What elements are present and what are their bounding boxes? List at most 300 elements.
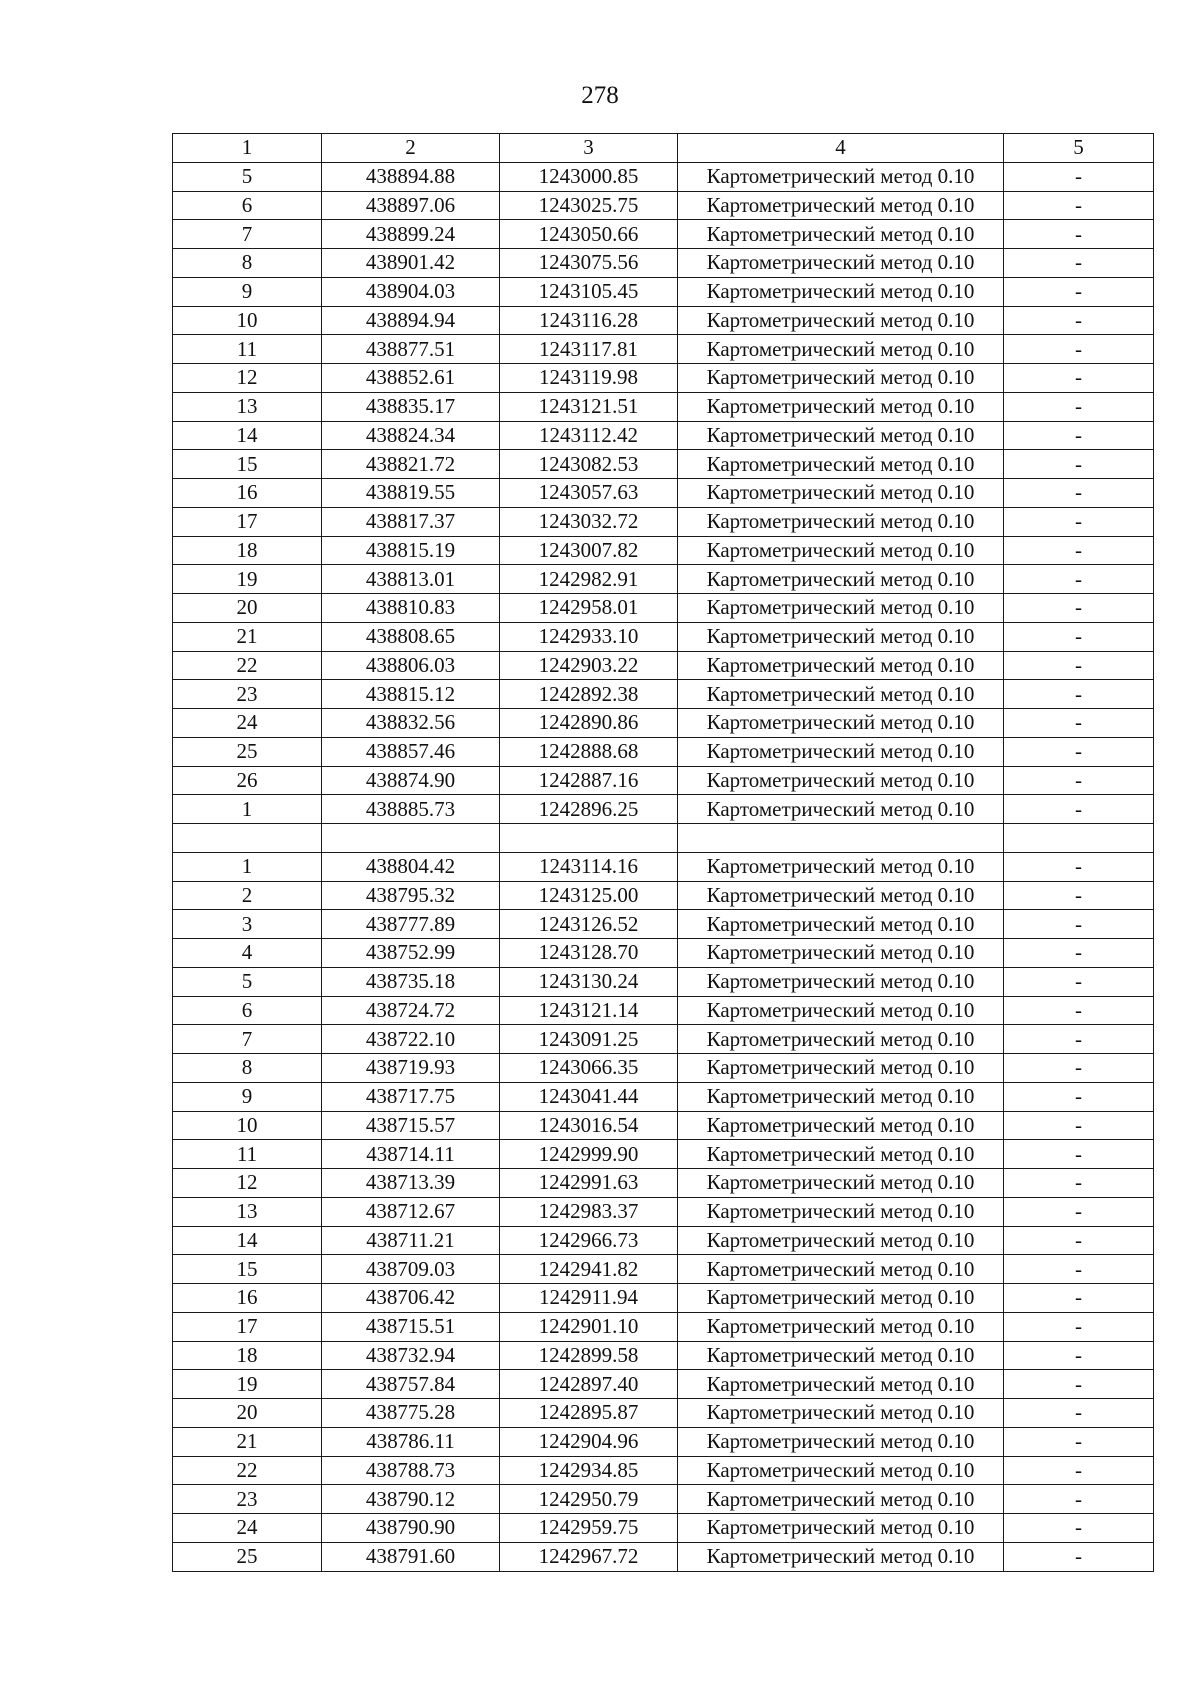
y-coordinate-cell: 1243041.44 (500, 1082, 678, 1111)
blank-cell (1004, 824, 1154, 853)
point-number-cell: 25 (173, 737, 322, 766)
point-number-cell: 8 (173, 1054, 322, 1083)
x-coordinate-cell: 438819.55 (322, 479, 500, 508)
x-coordinate-cell: 438894.88 (322, 162, 500, 191)
y-coordinate-cell: 1242967.72 (500, 1542, 678, 1571)
point-number-cell: 24 (173, 1514, 322, 1543)
method-cell: Картометрический метод 0.10 (678, 1169, 1004, 1198)
method-cell: Картометрический метод 0.10 (678, 996, 1004, 1025)
point-number-cell: 12 (173, 364, 322, 393)
method-cell: Картометрический метод 0.10 (678, 651, 1004, 680)
y-coordinate-cell: 1243091.25 (500, 1025, 678, 1054)
table-row (173, 507, 1154, 536)
table-row (173, 1312, 1154, 1341)
note-cell: - (1004, 1197, 1154, 1226)
y-coordinate-cell: 1243119.98 (500, 364, 678, 393)
x-coordinate-cell: 438874.90 (322, 766, 500, 795)
method-cell: Картометрический метод 0.10 (678, 881, 1004, 910)
y-coordinate-cell: 1242892.38 (500, 680, 678, 709)
table-row (173, 881, 1154, 910)
method-cell: Картометрический метод 0.10 (678, 335, 1004, 364)
x-coordinate-cell: 438719.93 (322, 1054, 500, 1083)
method-cell: Картометрический метод 0.10 (678, 795, 1004, 824)
note-cell: - (1004, 1169, 1154, 1198)
x-coordinate-cell: 438899.24 (322, 220, 500, 249)
method-cell: Картометрический метод 0.10 (678, 1226, 1004, 1255)
x-coordinate-cell: 438808.65 (322, 622, 500, 651)
method-cell: Картометрический метод 0.10 (678, 766, 1004, 795)
method-cell: Картометрический метод 0.10 (678, 507, 1004, 536)
y-coordinate-cell: 1243007.82 (500, 536, 678, 565)
y-coordinate-cell: 1243117.81 (500, 335, 678, 364)
y-coordinate-cell: 1243025.75 (500, 191, 678, 220)
point-number-cell: 7 (173, 1025, 322, 1054)
x-coordinate-cell: 438894.94 (322, 306, 500, 335)
y-coordinate-cell: 1243082.53 (500, 450, 678, 479)
method-cell: Картометрический метод 0.10 (678, 1456, 1004, 1485)
x-coordinate-cell: 438815.19 (322, 536, 500, 565)
y-coordinate-cell: 1243126.52 (500, 910, 678, 939)
method-cell: Картометрический метод 0.10 (678, 967, 1004, 996)
y-coordinate-cell: 1242897.40 (500, 1370, 678, 1399)
x-coordinate-cell: 438722.10 (322, 1025, 500, 1054)
method-cell: Картометрический метод 0.10 (678, 1399, 1004, 1428)
table-row (173, 1054, 1154, 1083)
point-number-cell: 8 (173, 249, 322, 278)
point-number-cell: 9 (173, 1082, 322, 1111)
y-coordinate-cell: 1242958.01 (500, 594, 678, 623)
note-cell: - (1004, 680, 1154, 709)
note-cell: - (1004, 1456, 1154, 1485)
table-row (173, 162, 1154, 191)
x-coordinate-cell: 438790.12 (322, 1485, 500, 1514)
method-cell: Картометрический метод 0.10 (678, 220, 1004, 249)
note-cell: - (1004, 651, 1154, 680)
x-coordinate-cell: 438804.42 (322, 852, 500, 881)
table-row (173, 364, 1154, 393)
x-coordinate-cell: 438713.39 (322, 1169, 500, 1198)
point-number-cell: 10 (173, 306, 322, 335)
point-number-cell: 1 (173, 852, 322, 881)
y-coordinate-cell: 1243112.42 (500, 421, 678, 450)
method-cell: Картометрический метод 0.10 (678, 565, 1004, 594)
note-cell: - (1004, 277, 1154, 306)
y-coordinate-cell: 1242896.25 (500, 795, 678, 824)
method-cell: Картометрический метод 0.10 (678, 1312, 1004, 1341)
y-coordinate-cell: 1242904.96 (500, 1427, 678, 1456)
x-coordinate-cell: 438709.03 (322, 1255, 500, 1284)
table-row (173, 852, 1154, 881)
y-coordinate-cell: 1243057.63 (500, 479, 678, 508)
point-number-cell: 2 (173, 881, 322, 910)
note-cell: - (1004, 1111, 1154, 1140)
method-cell: Картометрический метод 0.10 (678, 249, 1004, 278)
table-row (173, 1399, 1154, 1428)
method-cell: Картометрический метод 0.10 (678, 1140, 1004, 1169)
y-coordinate-cell: 1243116.28 (500, 306, 678, 335)
note-cell: - (1004, 1341, 1154, 1370)
table-header-row (173, 134, 1154, 163)
x-coordinate-cell: 438752.99 (322, 939, 500, 968)
x-coordinate-cell: 438817.37 (322, 507, 500, 536)
x-coordinate-cell: 438786.11 (322, 1427, 500, 1456)
x-coordinate-cell: 438901.42 (322, 249, 500, 278)
page-number: 278 (581, 82, 619, 109)
table-row (173, 737, 1154, 766)
blank-cell (678, 824, 1004, 853)
point-number-cell: 25 (173, 1542, 322, 1571)
method-cell: Картометрический метод 0.10 (678, 191, 1004, 220)
header-cell-1: 1 (173, 134, 322, 163)
point-number-cell: 4 (173, 939, 322, 968)
point-number-cell: 20 (173, 594, 322, 623)
note-cell: - (1004, 565, 1154, 594)
x-coordinate-cell: 438715.51 (322, 1312, 500, 1341)
note-cell: - (1004, 622, 1154, 651)
table-row (173, 1226, 1154, 1255)
y-coordinate-cell: 1242895.87 (500, 1399, 678, 1428)
point-number-cell: 13 (173, 1197, 322, 1226)
y-coordinate-cell: 1243121.51 (500, 392, 678, 421)
y-coordinate-cell: 1242899.58 (500, 1341, 678, 1370)
note-cell: - (1004, 1399, 1154, 1428)
y-coordinate-cell: 1243128.70 (500, 939, 678, 968)
method-cell: Картометрический метод 0.10 (678, 622, 1004, 651)
x-coordinate-cell: 438832.56 (322, 709, 500, 738)
blank-cell (500, 824, 678, 853)
method-cell: Картометрический метод 0.10 (678, 1485, 1004, 1514)
x-coordinate-cell: 438877.51 (322, 335, 500, 364)
table-row (173, 1542, 1154, 1571)
note-cell: - (1004, 191, 1154, 220)
method-cell: Картометрический метод 0.10 (678, 450, 1004, 479)
table-row (173, 1485, 1154, 1514)
x-coordinate-cell: 438857.46 (322, 737, 500, 766)
header-cell-3: 3 (500, 134, 678, 163)
y-coordinate-cell: 1243125.00 (500, 881, 678, 910)
note-cell: - (1004, 1312, 1154, 1341)
x-coordinate-cell: 438706.42 (322, 1284, 500, 1313)
table-row (173, 910, 1154, 939)
table-row (173, 1427, 1154, 1456)
table-row (173, 1255, 1154, 1284)
note-cell: - (1004, 1542, 1154, 1571)
note-cell: - (1004, 1284, 1154, 1313)
table-row (173, 306, 1154, 335)
note-cell: - (1004, 507, 1154, 536)
x-coordinate-cell: 438852.61 (322, 364, 500, 393)
x-coordinate-cell: 438712.67 (322, 1197, 500, 1226)
note-cell: - (1004, 1140, 1154, 1169)
blank-separator-row (173, 824, 1154, 853)
x-coordinate-cell: 438757.84 (322, 1370, 500, 1399)
note-cell: - (1004, 392, 1154, 421)
method-cell: Картометрический метод 0.10 (678, 1542, 1004, 1571)
point-number-cell: 11 (173, 1140, 322, 1169)
coordinates-table-body (173, 134, 1154, 1572)
method-cell: Картометрический метод 0.10 (678, 939, 1004, 968)
point-number-cell: 11 (173, 335, 322, 364)
point-number-cell: 15 (173, 450, 322, 479)
point-number-cell: 18 (173, 536, 322, 565)
method-cell: Картометрический метод 0.10 (678, 1054, 1004, 1083)
note-cell: - (1004, 795, 1154, 824)
method-cell: Картометрический метод 0.10 (678, 277, 1004, 306)
table-row (173, 565, 1154, 594)
note-cell: - (1004, 1082, 1154, 1111)
method-cell: Картометрический метод 0.10 (678, 1341, 1004, 1370)
x-coordinate-cell: 438790.90 (322, 1514, 500, 1543)
method-cell: Картометрический метод 0.10 (678, 536, 1004, 565)
point-number-cell: 5 (173, 162, 322, 191)
note-cell: - (1004, 335, 1154, 364)
y-coordinate-cell: 1242934.85 (500, 1456, 678, 1485)
blank-cell (322, 824, 500, 853)
note-cell: - (1004, 939, 1154, 968)
y-coordinate-cell: 1242999.90 (500, 1140, 678, 1169)
method-cell: Картометрический метод 0.10 (678, 1514, 1004, 1543)
y-coordinate-cell: 1242966.73 (500, 1226, 678, 1255)
table-row (173, 392, 1154, 421)
note-cell: - (1004, 536, 1154, 565)
point-number-cell: 6 (173, 191, 322, 220)
table-row (173, 335, 1154, 364)
note-cell: - (1004, 709, 1154, 738)
method-cell: Картометрический метод 0.10 (678, 1082, 1004, 1111)
x-coordinate-cell: 438724.72 (322, 996, 500, 1025)
y-coordinate-cell: 1242950.79 (500, 1485, 678, 1514)
x-coordinate-cell: 438835.17 (322, 392, 500, 421)
x-coordinate-cell: 438732.94 (322, 1341, 500, 1370)
table-row (173, 1025, 1154, 1054)
y-coordinate-cell: 1242941.82 (500, 1255, 678, 1284)
header-cell-4: 4 (678, 134, 1004, 163)
y-coordinate-cell: 1243050.66 (500, 220, 678, 249)
x-coordinate-cell: 438775.28 (322, 1399, 500, 1428)
point-number-cell: 9 (173, 277, 322, 306)
point-number-cell: 7 (173, 220, 322, 249)
y-coordinate-cell: 1243066.35 (500, 1054, 678, 1083)
note-cell: - (1004, 421, 1154, 450)
y-coordinate-cell: 1243105.45 (500, 277, 678, 306)
x-coordinate-cell: 438821.72 (322, 450, 500, 479)
x-coordinate-cell: 438717.75 (322, 1082, 500, 1111)
x-coordinate-cell: 438715.57 (322, 1111, 500, 1140)
note-cell: - (1004, 364, 1154, 393)
x-coordinate-cell: 438897.06 (322, 191, 500, 220)
note-cell: - (1004, 1255, 1154, 1284)
note-cell: - (1004, 1427, 1154, 1456)
method-cell: Картометрический метод 0.10 (678, 737, 1004, 766)
point-number-cell: 1 (173, 795, 322, 824)
note-cell: - (1004, 1025, 1154, 1054)
table-row (173, 996, 1154, 1025)
point-number-cell: 21 (173, 1427, 322, 1456)
x-coordinate-cell: 438904.03 (322, 277, 500, 306)
y-coordinate-cell: 1242887.16 (500, 766, 678, 795)
method-cell: Картометрический метод 0.10 (678, 1427, 1004, 1456)
table-row (173, 651, 1154, 680)
note-cell: - (1004, 737, 1154, 766)
note-cell: - (1004, 910, 1154, 939)
table-row (173, 1341, 1154, 1370)
x-coordinate-cell: 438788.73 (322, 1456, 500, 1485)
table-row (173, 594, 1154, 623)
header-cell-2: 2 (322, 134, 500, 163)
note-cell: - (1004, 766, 1154, 795)
method-cell: Картометрический метод 0.10 (678, 392, 1004, 421)
table-row (173, 421, 1154, 450)
y-coordinate-cell: 1242890.86 (500, 709, 678, 738)
table-row (173, 1082, 1154, 1111)
point-number-cell: 15 (173, 1255, 322, 1284)
table-row (173, 622, 1154, 651)
x-coordinate-cell: 438735.18 (322, 967, 500, 996)
note-cell: - (1004, 1054, 1154, 1083)
x-coordinate-cell: 438885.73 (322, 795, 500, 824)
note-cell: - (1004, 996, 1154, 1025)
method-cell: Картометрический метод 0.10 (678, 852, 1004, 881)
point-number-cell: 5 (173, 967, 322, 996)
y-coordinate-cell: 1243121.14 (500, 996, 678, 1025)
method-cell: Картометрический метод 0.10 (678, 306, 1004, 335)
method-cell: Картометрический метод 0.10 (678, 1255, 1004, 1284)
method-cell: Картометрический метод 0.10 (678, 1370, 1004, 1399)
point-number-cell: 6 (173, 996, 322, 1025)
method-cell: Картометрический метод 0.10 (678, 709, 1004, 738)
x-coordinate-cell: 438815.12 (322, 680, 500, 709)
x-coordinate-cell: 438806.03 (322, 651, 500, 680)
note-cell: - (1004, 852, 1154, 881)
note-cell: - (1004, 249, 1154, 278)
point-number-cell: 12 (173, 1169, 322, 1198)
y-coordinate-cell: 1242903.22 (500, 651, 678, 680)
note-cell: - (1004, 881, 1154, 910)
table-row (173, 1197, 1154, 1226)
y-coordinate-cell: 1242983.37 (500, 1197, 678, 1226)
table-row (173, 795, 1154, 824)
point-number-cell: 17 (173, 1312, 322, 1341)
point-number-cell: 19 (173, 565, 322, 594)
point-number-cell: 19 (173, 1370, 322, 1399)
point-number-cell: 23 (173, 1485, 322, 1514)
method-cell: Картометрический метод 0.10 (678, 1025, 1004, 1054)
point-number-cell: 14 (173, 1226, 322, 1255)
point-number-cell: 26 (173, 766, 322, 795)
point-number-cell: 22 (173, 651, 322, 680)
x-coordinate-cell: 438777.89 (322, 910, 500, 939)
x-coordinate-cell: 438824.34 (322, 421, 500, 450)
table-row (173, 967, 1154, 996)
y-coordinate-cell: 1242901.10 (500, 1312, 678, 1341)
note-cell: - (1004, 479, 1154, 508)
x-coordinate-cell: 438810.83 (322, 594, 500, 623)
y-coordinate-cell: 1243114.16 (500, 852, 678, 881)
table-row (173, 1284, 1154, 1313)
point-number-cell: 18 (173, 1341, 322, 1370)
method-cell: Картометрический метод 0.10 (678, 1284, 1004, 1313)
table-row (173, 1514, 1154, 1543)
point-number-cell: 21 (173, 622, 322, 651)
coordinates-table (172, 133, 1154, 1572)
table-row (173, 1456, 1154, 1485)
note-cell: - (1004, 450, 1154, 479)
note-cell: - (1004, 162, 1154, 191)
method-cell: Картометрический метод 0.10 (678, 594, 1004, 623)
note-cell: - (1004, 594, 1154, 623)
point-number-cell: 24 (173, 709, 322, 738)
point-number-cell: 16 (173, 479, 322, 508)
y-coordinate-cell: 1242888.68 (500, 737, 678, 766)
x-coordinate-cell: 438813.01 (322, 565, 500, 594)
y-coordinate-cell: 1242959.75 (500, 1514, 678, 1543)
y-coordinate-cell: 1242911.94 (500, 1284, 678, 1313)
table-row (173, 479, 1154, 508)
point-number-cell: 13 (173, 392, 322, 421)
point-number-cell: 22 (173, 1456, 322, 1485)
table-row (173, 450, 1154, 479)
table-row (173, 249, 1154, 278)
point-number-cell: 23 (173, 680, 322, 709)
note-cell: - (1004, 306, 1154, 335)
point-number-cell: 10 (173, 1111, 322, 1140)
y-coordinate-cell: 1243016.54 (500, 1111, 678, 1140)
x-coordinate-cell: 438711.21 (322, 1226, 500, 1255)
table-row (173, 766, 1154, 795)
y-coordinate-cell: 1242991.63 (500, 1169, 678, 1198)
table-row (173, 680, 1154, 709)
table-row (173, 191, 1154, 220)
y-coordinate-cell: 1243032.72 (500, 507, 678, 536)
point-number-cell: 14 (173, 421, 322, 450)
note-cell: - (1004, 1485, 1154, 1514)
table-row (173, 536, 1154, 565)
table-row (173, 1169, 1154, 1198)
table-row (173, 709, 1154, 738)
method-cell: Картометрический метод 0.10 (678, 910, 1004, 939)
note-cell: - (1004, 220, 1154, 249)
point-number-cell: 17 (173, 507, 322, 536)
y-coordinate-cell: 1242982.91 (500, 565, 678, 594)
x-coordinate-cell: 438714.11 (322, 1140, 500, 1169)
point-number-cell: 16 (173, 1284, 322, 1313)
table-row (173, 1370, 1154, 1399)
table-row (173, 939, 1154, 968)
method-cell: Картометрический метод 0.10 (678, 162, 1004, 191)
note-cell: - (1004, 967, 1154, 996)
table-row (173, 220, 1154, 249)
method-cell: Картометрический метод 0.10 (678, 680, 1004, 709)
note-cell: - (1004, 1226, 1154, 1255)
y-coordinate-cell: 1243075.56 (500, 249, 678, 278)
blank-cell (173, 824, 322, 853)
x-coordinate-cell: 438791.60 (322, 1542, 500, 1571)
table-row (173, 1140, 1154, 1169)
y-coordinate-cell: 1242933.10 (500, 622, 678, 651)
y-coordinate-cell: 1243000.85 (500, 162, 678, 191)
point-number-cell: 20 (173, 1399, 322, 1428)
x-coordinate-cell: 438795.32 (322, 881, 500, 910)
method-cell: Картометрический метод 0.10 (678, 1111, 1004, 1140)
point-number-cell: 3 (173, 910, 322, 939)
header-cell-5: 5 (1004, 134, 1154, 163)
table-row (173, 1111, 1154, 1140)
table-row (173, 277, 1154, 306)
note-cell: - (1004, 1514, 1154, 1543)
note-cell: - (1004, 1370, 1154, 1399)
method-cell: Картометрический метод 0.10 (678, 479, 1004, 508)
method-cell: Картометрический метод 0.10 (678, 1197, 1004, 1226)
